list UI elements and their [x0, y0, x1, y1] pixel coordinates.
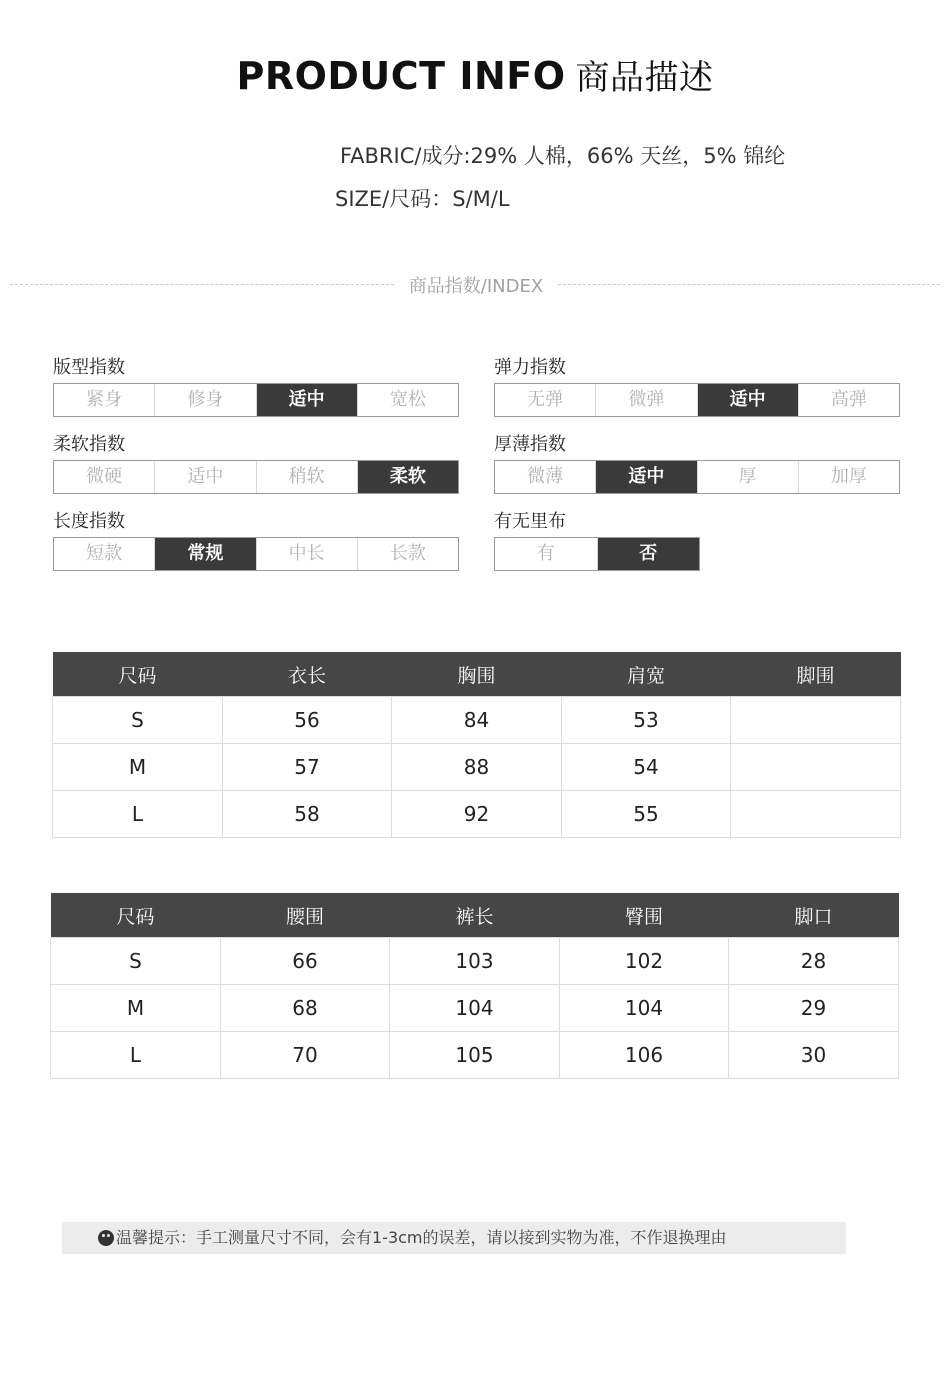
table-cell: L	[51, 1032, 221, 1079]
table-cell: 70	[221, 1032, 390, 1079]
index-option: 中长	[257, 538, 358, 570]
table-cell: M	[53, 744, 223, 791]
index-option: 有	[495, 538, 598, 570]
index-option: 微硬	[54, 461, 155, 493]
index-group	[494, 509, 900, 571]
index-option: 高弹	[830, 389, 867, 410]
notice-text: 温馨提示：手工测量尺寸不同，会有1-3cm的误差，请以接到实物为准，不作退换理由	[116, 1228, 727, 1247]
index-scale	[53, 460, 459, 494]
table-cell: 28	[729, 938, 899, 985]
index-option-selected: 适中	[698, 384, 799, 416]
index-option: 加厚	[830, 466, 867, 487]
table-header-cell: 尺码	[51, 893, 221, 938]
index-option: 微弹	[596, 384, 697, 416]
table-cell: 30	[729, 1032, 899, 1079]
table-cell: 104	[560, 985, 729, 1032]
table-cell: 55	[562, 791, 731, 838]
divider-left	[10, 284, 394, 285]
table-header-row	[51, 893, 899, 938]
index-group	[53, 432, 459, 494]
index-group	[494, 355, 900, 417]
index-scale	[53, 537, 459, 571]
table-cell: 92	[392, 791, 562, 838]
table-cell: 105	[390, 1032, 560, 1079]
index-option-selected: 适中	[596, 461, 697, 493]
index-option: 修身	[155, 384, 256, 416]
index-title: 厚薄指数	[494, 434, 566, 455]
index-scale	[494, 460, 900, 494]
table-row	[53, 791, 901, 838]
index-group	[53, 355, 459, 417]
index-option: 紧身	[54, 384, 155, 416]
table-cell	[731, 791, 901, 838]
index-option-selected: 适中	[257, 384, 358, 416]
index-group	[494, 432, 900, 494]
table-header-cell: 腰围	[221, 893, 390, 938]
table-cell: S	[51, 938, 221, 985]
index-scale	[494, 537, 700, 571]
table-cell: 102	[560, 938, 729, 985]
index-scale	[53, 383, 459, 417]
index-group	[53, 509, 459, 571]
index-section-label: 商品指数/INDEX	[408, 276, 544, 297]
table-cell	[731, 697, 901, 744]
table-cell: 88	[392, 744, 562, 791]
table-header-cell: 裤长	[390, 893, 560, 938]
table-row	[51, 1032, 899, 1079]
table-cell: S	[53, 697, 223, 744]
table-cell: 53	[562, 697, 731, 744]
title-english: PRODUCT INFO	[236, 54, 566, 98]
measurement-notice	[62, 1222, 846, 1254]
table-row	[51, 938, 899, 985]
index-title: 柔软指数	[53, 434, 125, 455]
index-title: 有无里布	[494, 511, 566, 532]
table-header-row	[53, 652, 901, 697]
table-header-cell: 胸围	[392, 652, 562, 697]
divider-right	[558, 284, 940, 285]
index-option: 长款	[389, 543, 426, 564]
table-header-cell: 脚围	[731, 652, 901, 697]
table-cell: 104	[390, 985, 560, 1032]
table-cell: 103	[390, 938, 560, 985]
index-option-selected: 柔软	[358, 461, 458, 493]
smiley-icon	[98, 1230, 114, 1246]
table-header-cell: 脚口	[729, 893, 899, 938]
table-cell: 57	[223, 744, 392, 791]
table-cell	[731, 744, 901, 791]
table-header-cell: 臀围	[560, 893, 729, 938]
index-option-selected: 常规	[155, 538, 256, 570]
pants-size-table	[50, 893, 899, 1079]
index-option: 厚	[698, 461, 799, 493]
table-row	[53, 697, 901, 744]
index-title: 弹力指数	[494, 357, 566, 378]
title-chinese: 商品描述	[575, 58, 714, 98]
index-option: 适中	[155, 461, 256, 493]
fabric-spec: FABRIC/成分:29% 人棉，66% 天丝，5% 锦纶	[340, 144, 786, 168]
table-cell: L	[53, 791, 223, 838]
index-option-selected: 否	[598, 538, 700, 570]
table-header-cell: 衣长	[223, 652, 392, 697]
table-cell: 56	[223, 697, 392, 744]
table-cell: 58	[223, 791, 392, 838]
table-cell: 66	[221, 938, 390, 985]
top-size-table	[52, 652, 901, 838]
table-cell: 54	[562, 744, 731, 791]
table-cell: M	[51, 985, 221, 1032]
table-header-cell: 肩宽	[562, 652, 731, 697]
table-cell: 106	[560, 1032, 729, 1079]
table-cell: 84	[392, 697, 562, 744]
index-option: 短款	[54, 538, 155, 570]
index-title: 版型指数	[53, 357, 125, 378]
table-cell: 68	[221, 985, 390, 1032]
table-cell: 29	[729, 985, 899, 1032]
table-header-cell: 尺码	[53, 652, 223, 697]
index-option: 无弹	[495, 384, 596, 416]
page-title	[0, 50, 950, 99]
index-option: 微薄	[495, 461, 596, 493]
table-row	[51, 985, 899, 1032]
index-option: 宽松	[389, 389, 426, 410]
index-option: 稍软	[257, 461, 358, 493]
size-spec: SIZE/尺码：S/M/L	[335, 187, 510, 211]
index-title: 长度指数	[53, 511, 125, 532]
table-row	[53, 744, 901, 791]
index-scale	[494, 383, 900, 417]
